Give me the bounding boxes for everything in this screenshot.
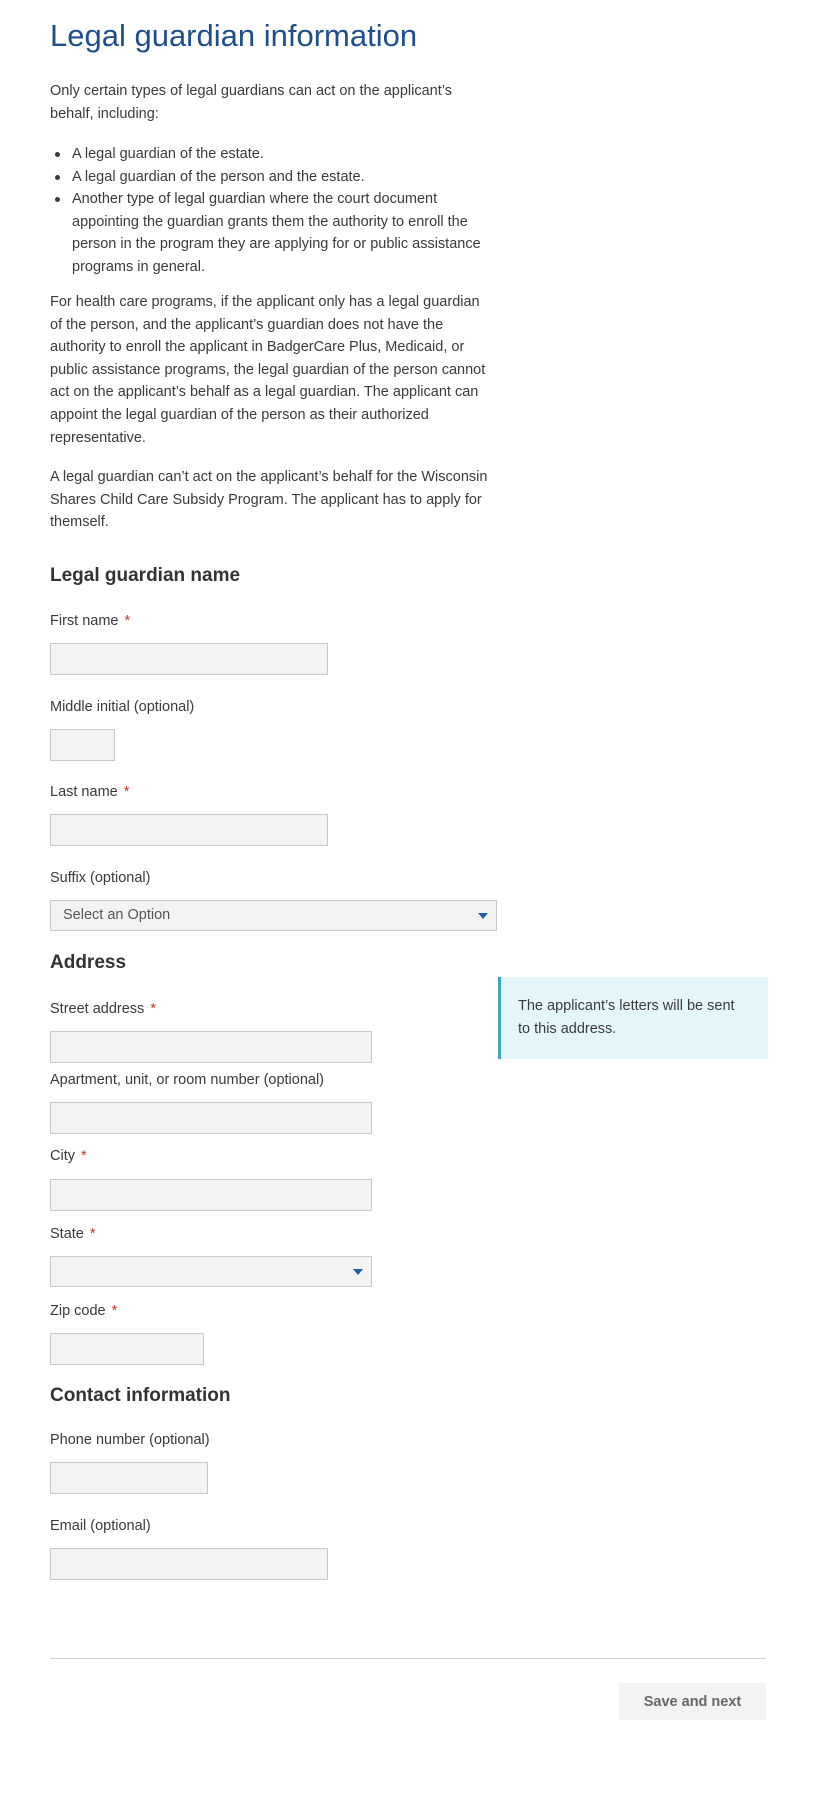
zip-code-input[interactable] [50, 1333, 204, 1365]
required-marker: * [123, 784, 130, 800]
chevron-down-icon [478, 913, 488, 919]
chevron-down-icon [353, 1269, 363, 1275]
street-address-label: Street address * [50, 1001, 156, 1017]
middle-initial-label: Middle initial (optional) [50, 699, 195, 715]
address-info-callout: The applicant’s letters will be sent to this address. [498, 977, 768, 1059]
save-and-next-button[interactable]: Save and next [619, 1683, 766, 1720]
required-marker: * [89, 1226, 96, 1242]
footer-divider [50, 1658, 766, 1659]
phone-input[interactable] [50, 1462, 208, 1494]
required-marker: * [111, 1303, 118, 1319]
suffix-select-value: Select an Option [63, 907, 171, 923]
address-section-heading: Address [50, 952, 127, 973]
suffix-select[interactable] [50, 900, 497, 931]
first-name-input[interactable] [50, 643, 328, 675]
contact-section-heading: Contact information [50, 1385, 231, 1406]
email-input[interactable] [50, 1548, 328, 1580]
city-label: City * [50, 1148, 87, 1164]
list-item: Another type of legal guardian where the court document appointing the guardian grants them the authority to enroll the person in the program they are applying for or public assistance programs in general. [50, 188, 490, 278]
zip-code-label: Zip code * [50, 1303, 118, 1319]
required-marker: * [150, 1001, 156, 1017]
state-label: State * [50, 1226, 96, 1242]
suffix-label: Suffix (optional) [50, 870, 151, 886]
last-name-label: Last name * [50, 784, 130, 800]
intro-paragraph: Only certain types of legal guardians can act on the applicant’s behalf, including: [50, 83, 452, 122]
middle-initial-input[interactable] [50, 729, 115, 761]
required-marker: * [124, 613, 131, 629]
city-input[interactable] [50, 1179, 372, 1211]
required-marker: * [80, 1148, 87, 1164]
name-section-heading: Legal guardian name [50, 565, 241, 586]
street-address-input[interactable] [50, 1031, 372, 1063]
health-care-paragraph: For health care programs, if the applicant only has a legal guardian of the person, and the applicant’s guardian does not have the authority to enroll the applicant in BadgerCare Plus, Medicaid, or public assistance programs, the legal guardian of the person cannot act on the applicant’s behalf as a legal guardian. The applicant can appoint the legal guardian of the person as their authorized representative. [50, 294, 486, 446]
last-name-input[interactable] [50, 814, 328, 846]
apartment-input[interactable] [50, 1102, 372, 1134]
state-select[interactable] [50, 1256, 372, 1287]
list-item: A legal guardian of the estate. [50, 143, 490, 166]
first-name-label: First name * [50, 613, 131, 629]
apartment-label: Apartment, unit, or room number (optional) [50, 1072, 325, 1088]
phone-label: Phone number (optional) [50, 1432, 210, 1448]
email-label: Email (optional) [50, 1518, 151, 1534]
page-title: Legal guardian information [50, 18, 418, 53]
child-care-paragraph: A legal guardian can’t act on the applicant’s behalf for the Wisconsin Shares Child Care Subsidy Program. The applicant has to apply for themself. [50, 469, 488, 531]
guardian-types-list [50, 143, 490, 279]
list-item: A legal guardian of the person and the estate. [50, 166, 490, 189]
